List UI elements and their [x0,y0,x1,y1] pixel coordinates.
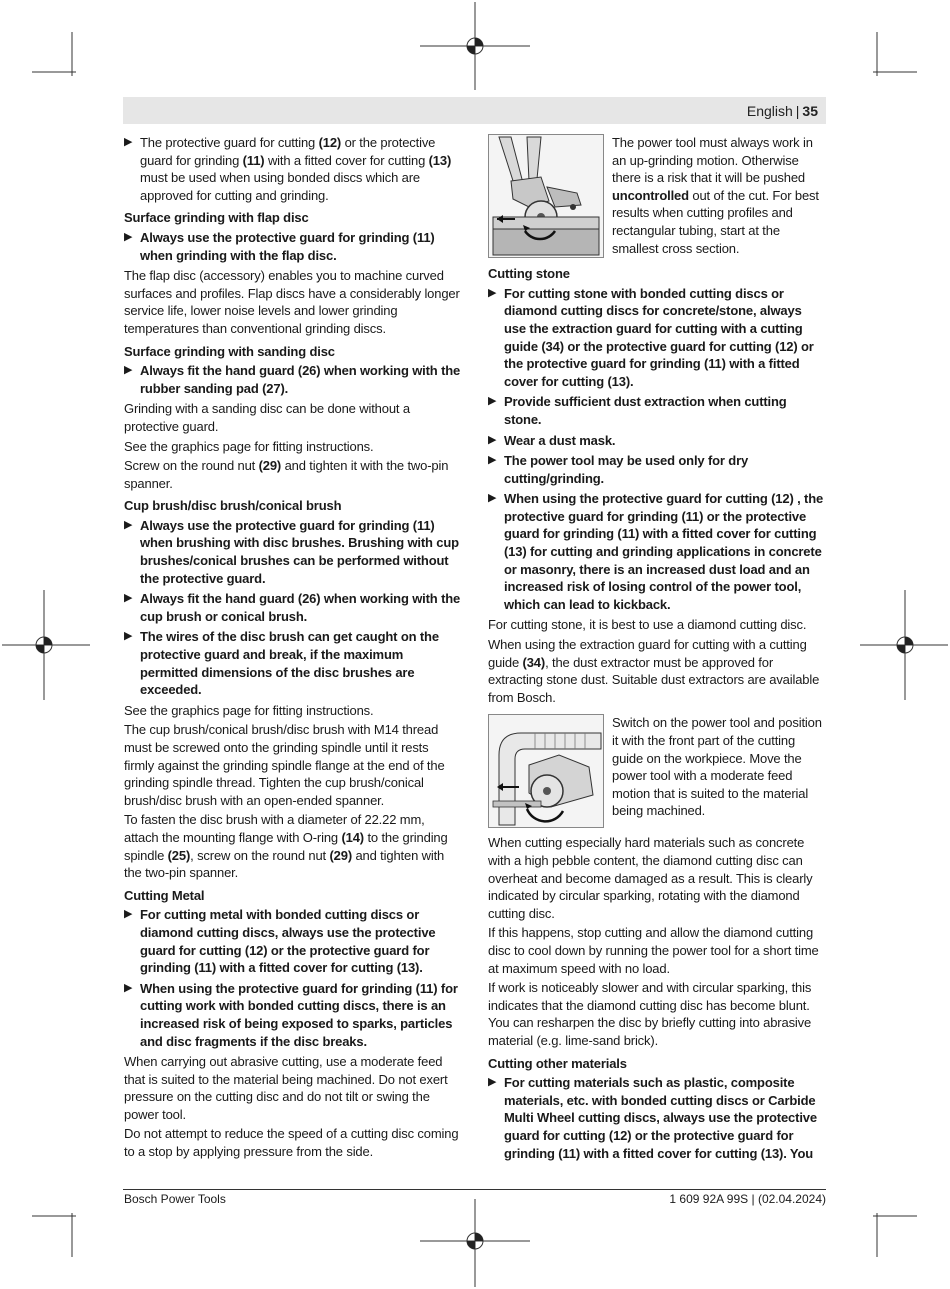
bullet-text: For cutting stone with bonded cutting discs or diamond cutting discs for concrete/stone, always use the extraction guard for cutting with a cutting guide (34) or the protective guard for cutting (12) or the protective guard for grinding (11) with a fitted cover for cutting (13). [504,285,814,389]
paragraph: When cutting especially hard materials such as concrete with a high pebble content, the diamond cutting disc can overheat and become damaged as a result. This is clearly indicated by circular sparking, rotating with the diamond cutting disc. [488,835,813,921]
bullet-arrow-icon: ▶ [124,592,133,605]
bullet-item [488,490,826,613]
bullet-text: Always fit the hand guard (26) when working with the cup brush or conical brush. [140,591,461,624]
paragraph: If this happens, stop cutting and allow the diamond cutting disc to cool down by running the power tool for a short time at maximum speed with no load. [488,925,819,976]
section-heading: Cutting other materials [488,1055,627,1071]
bullet-arrow-icon: ▶ [488,433,497,446]
bullet-item [124,906,462,976]
bullet-text: For cutting materials such as plastic, composite materials, etc. with bonded cutting discs or Carbide Multi Wheel cutting discs, always use the protective guard for cutting (12) or the protective guard for grinding (11) with a fitted cover for cutting (13). You [504,1075,817,1161]
paragraph: Grinding with a sanding disc can be done without a protective guard. [124,401,410,434]
paragraph: For cutting stone, it is best to use a diamond cutting disc. [488,617,807,633]
paragraph: Switch on the power tool and position it with the front part of the cutting guide on the workpiece. Move the power tool with a moderate feed motion that is suited to the material being machined. [612,715,822,819]
bullet-item [124,628,462,698]
footer-divider [123,1189,826,1190]
bullet-arrow-icon: ▶ [124,981,133,994]
section-heading: Surface grinding with sanding disc [124,343,335,359]
section-heading: Surface grinding with flap disc [124,210,309,226]
section-heading: Cutting Metal [124,887,205,903]
header-language: English [746,103,793,119]
bullet-item [124,517,462,587]
bullet-item [488,1074,826,1162]
bullet-arrow-icon: ▶ [124,136,133,148]
bullet-text: The wires of the disc brush can get caught on the protective guard and break, if the maximum permitted dimensions of the disc brushes are exceeded. [140,629,439,698]
paragraph: If work is noticeably slower and with circular sparking, this indicates that the diamond cutting disc has become blunt. You can resharpen the disc by briefly cutting into abrasive material (e.g. lime-sand brick). [488,980,812,1048]
section-heading: Cutting stone [488,266,570,282]
bullet-item [124,134,462,204]
bullet-arrow-icon: ▶ [488,454,497,467]
bullet-text: The power tool may be used only for dry cutting/grinding. [504,453,749,486]
footer-doc-id: 1 609 92A 99S | (02.04.2024) [669,1192,826,1206]
section-heading: Cup brush/disc brush/conical brush [124,498,342,514]
bullet-text: Wear a dust mask. [504,432,616,448]
paragraph: See the graphics page for fitting instructions. [124,438,374,454]
bullet-item [488,432,826,450]
bullet-arrow-icon: ▶ [124,364,133,377]
left-column [124,134,462,1163]
paragraph: The power tool must always work in an up-grinding motion. Otherwise there is a risk that it will be pushed uncontrolled out of the cut. For best results when cutting profiles and rectangular tubing, start at the smallest cross section. [612,135,819,256]
page-header: English | 35 [123,97,826,124]
page-number: 35 [802,103,818,119]
bullet-arrow-icon: ▶ [124,630,133,643]
paragraph: The cup brush/conical brush/disc brush with M14 thread must be screwed onto the grinding spindle until it rests firmly against the grinding spindle flange at the end of the grinding spindle thread. Tighten the cup brush/conical brush/disc brush with an open-ended spanner. [124,722,445,808]
figure-row [488,134,826,259]
figure-row [488,714,826,828]
bullet-arrow-icon: ▶ [124,518,133,531]
bullet-text: Always use the protective guard for grinding (11) when brushing with disc brushes. Brushing with cup brushes/conical brushes can be performed without the protective guard. [140,517,459,586]
extraction-guard-illustration [488,714,604,828]
footer-brand: Bosch Power Tools [124,1192,226,1206]
bullet-item [488,452,826,487]
bullet-text: Always fit the hand guard (26) when working with the rubber sanding pad (27). [140,363,461,396]
cutting-direction-illustration [488,134,604,258]
bullet-arrow-icon: ▶ [124,230,133,243]
bullet-text: Always use the protective guard for grinding (11) when grinding with the flap disc. [140,229,435,263]
bullet-item [124,229,462,264]
bullet-text: When using the protective guard for cutting (12) , the protective guard for grinding (11) or the protective guard for grinding (11) with a fitted cover for cutting (13) for cutting and grinding applications in concrete or masonry, there is an increased dust load and an increased risk of losing control of the power tool, which can lead to kickback. [504,491,824,612]
bullet-item [124,590,462,625]
bullet-text: Provide sufficient dust extraction when cutting stone. [504,394,787,427]
bullet-text: When using the protective guard for grinding (11) for cutting work with bonded cutting discs, there is an increased risk of being exposed to sparks, particles and disc fragments if the disc breaks. [140,980,458,1049]
bullet-arrow-icon: ▶ [124,908,133,921]
bullet-arrow-icon: ▶ [488,1076,497,1089]
paragraph: See the graphics page for fitting instructions. [124,702,374,718]
paragraph: Do not attempt to reduce the speed of a cutting disc coming to a stop by applying pressure from the side. [124,1126,459,1160]
right-column [488,134,826,1165]
paragraph: When using the extraction guard for cutting with a cutting guide (34), the dust extractor must be approved for extracting stone dust. Suitable dust extractors are available from Bosch. [488,637,820,705]
paragraph: The flap disc (accessory) enables you to machine curved surfaces and profiles. Flap discs have a considerably longer service life, lower noise levels and lower grinding temperatures than conventional grinding discs. [124,268,460,336]
bullet-text: For cutting metal with bonded cutting discs or diamond cutting discs, always use the protective guard for cutting (12) or the protective guard for grinding (11) with a fitted cover for cutting (13). [140,907,436,976]
bullet-item [488,393,826,428]
bullet-arrow-icon: ▶ [488,286,497,299]
bullet-arrow-icon: ▶ [488,492,497,505]
bullet-item [124,980,462,1050]
bullet-text: The protective guard for cutting (12) or the protective guard for grinding (11) with a fitted cover for cutting (13) must be used when using bonded discs which are approved for cutting and grinding. [140,135,452,203]
bullet-item [124,362,462,397]
paragraph: Screw on the round nut (29) and tighten it with the two-pin spanner. [124,458,449,491]
paragraph: When carrying out abrasive cutting, use a moderate feed that is suited to the material being machined. Do not exert pressure on the cutting disc and do not tilt or swing the power tool. [124,1054,448,1122]
bullet-arrow-icon: ▶ [488,395,497,408]
bullet-item [488,285,826,391]
paragraph: To fasten the disc brush with a diameter of 22.22 mm, attach the mounting flange with O-ring (14) to the grinding spindle (25), screw on the round nut (29) and tighten with the two-pin spanner. [124,812,448,881]
